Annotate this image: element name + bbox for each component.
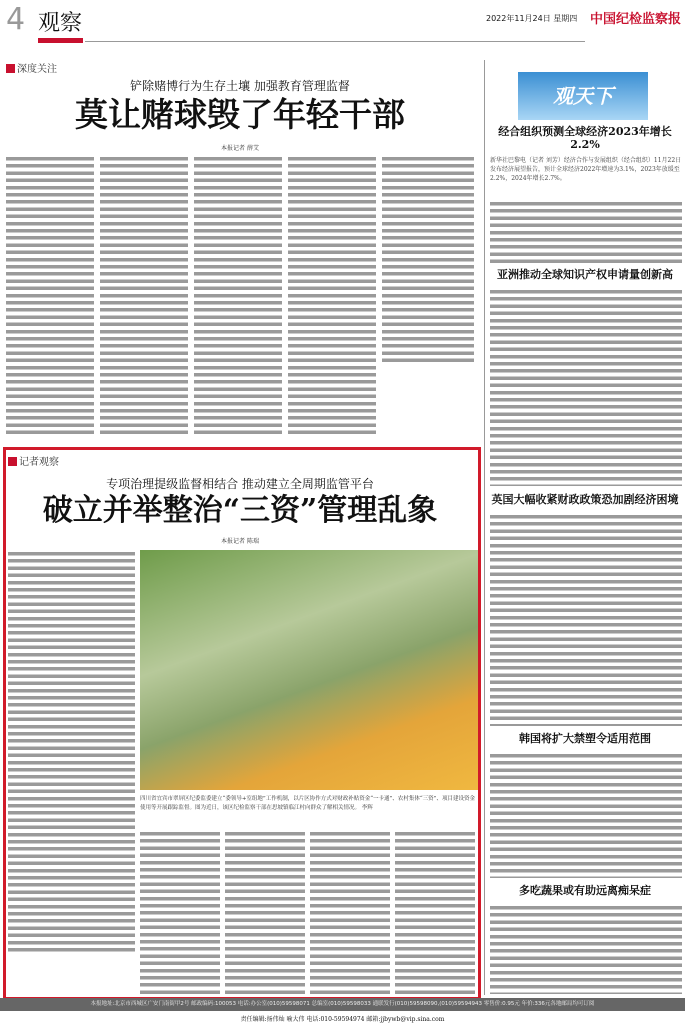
photo-credit: 李辉 <box>361 805 373 811</box>
photo-caption: 四川省宜宾市翠屏区纪委监委建立“委领导+室组地”工作机制，以片区协作方式对财政补贴资金“一卡通”、农村集体“三资”、项目建设资金使用等开展跟踪监督。图为近日，该区纪检监察干部在思坡镇临江村向群众了解相关情况。 李辉 <box>140 796 475 811</box>
article-kicker: 铲除赌博行为生存土壤 加强教育管理监督 <box>130 79 350 93</box>
body-column <box>490 200 682 264</box>
issue-date: 2022年11月24日 星期四 <box>486 14 578 23</box>
body-column <box>194 155 282 435</box>
sidebar-headline[interactable]: 韩国将扩大禁塑令适用范围 <box>519 732 651 745</box>
section-underline <box>38 38 83 43</box>
body-column <box>382 155 474 365</box>
sidebar-headline[interactable]: 多吃蔬果或有助远离痴呆症 <box>519 884 651 897</box>
editor-credits: 责任编辑:扬伟灿 喻大伟 电话:010-59594974 邮箱:jjbywb@vip.sina.com <box>240 1016 445 1023</box>
sidebar-lead: 新华社巴黎电（记者 刘芳）经济合作与发展组织（经合组织）11月22日发布经济展望报告，预计全球经济2022年增速为3.1%，2023年放缓至2.2%，2024年增长2.7%。 <box>490 157 682 182</box>
body-column <box>100 155 188 435</box>
section-title: 观察 <box>38 11 83 36</box>
body-column <box>395 830 475 995</box>
article-headline[interactable]: 破立并举整治“三资”管理乱象 <box>42 493 438 528</box>
masthead-logo: 中国纪检监察报 <box>590 12 682 27</box>
body-column <box>288 155 376 435</box>
page-number: 4 <box>6 2 26 37</box>
tag-label: 深度关注 <box>17 64 57 75</box>
tag-icon <box>8 457 17 466</box>
body-column <box>225 830 305 995</box>
body-column <box>490 752 682 878</box>
body-column <box>490 513 682 726</box>
byline: 本报记者 薛艾 <box>221 145 259 152</box>
news-photo <box>140 550 478 790</box>
sidebar-headline[interactable]: 亚洲推动全球知识产权申请量创新高 <box>497 268 673 281</box>
body-column <box>310 830 390 995</box>
body-column <box>490 904 682 994</box>
body-column <box>490 288 682 486</box>
sidebar-banner: 观天下 <box>518 72 648 120</box>
column-tag <box>8 453 59 468</box>
column-divider <box>484 60 485 995</box>
body-column <box>6 155 94 435</box>
article-headline[interactable]: 莫让赌球毁了年轻干部 <box>75 95 405 134</box>
column-tag <box>6 60 57 75</box>
publisher-info-bar: 本报地址:北京市西城区广安门南街甲2号 邮政编码:100053 电话:办公室(010)59598071 总编室(010)59598033 通联发行(010)59598090,(010)59594943 零售价:0.95元 年价:336元各地邮局均可订阅 <box>0 998 685 1011</box>
sidebar-headline[interactable]: 英国大幅收紧财政政策恐加剧经济困境 <box>491 493 679 506</box>
tag-icon <box>6 64 15 73</box>
tag-label: 记者观察 <box>19 457 59 468</box>
byline: 本报记者 陈瑞 <box>221 538 259 545</box>
body-column <box>140 830 220 995</box>
header-rule <box>85 41 585 42</box>
article-kicker: 专项治理提级监督相结合 推动建立全周期监管平台 <box>106 477 374 491</box>
sidebar-headline[interactable]: 经合组织预测全球经济2023年增长2.2% <box>498 125 672 151</box>
body-column <box>8 550 135 955</box>
